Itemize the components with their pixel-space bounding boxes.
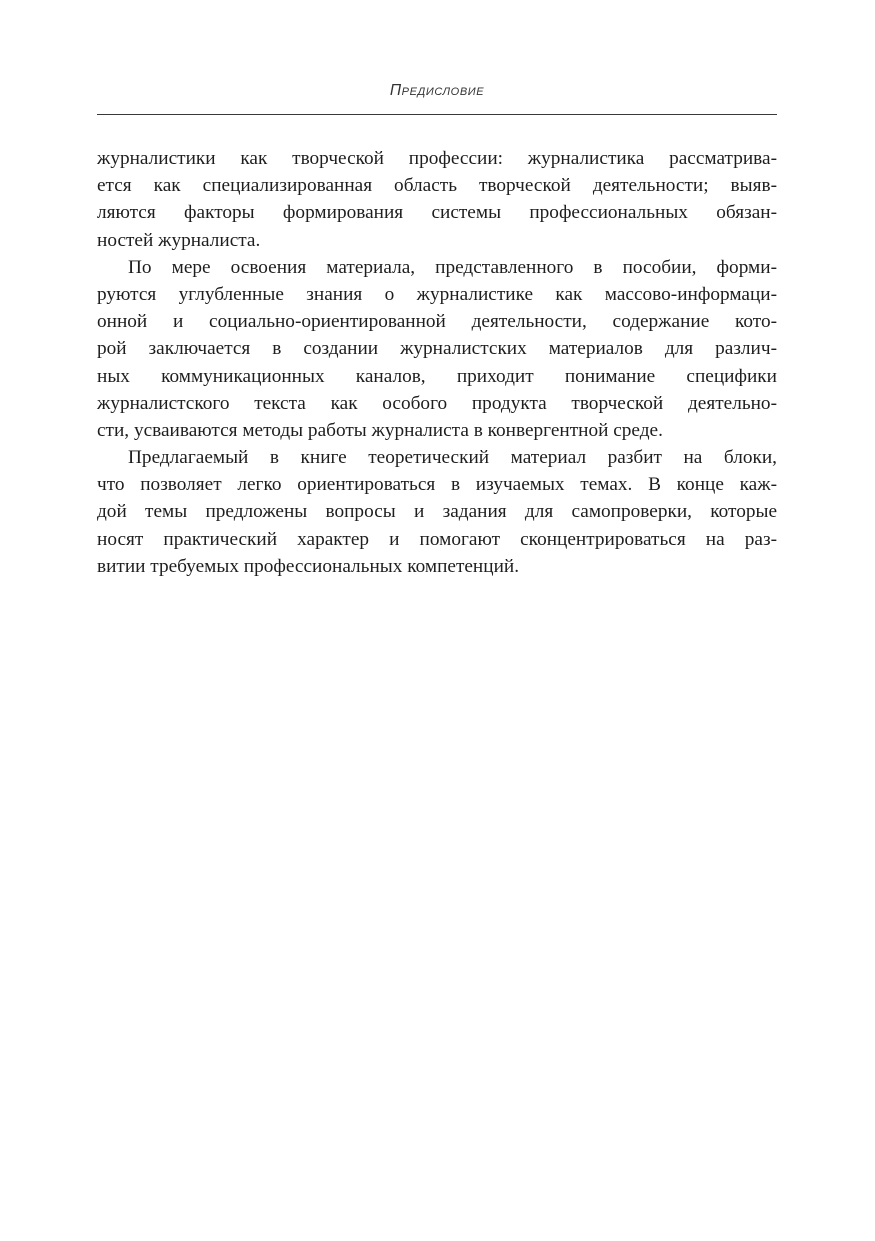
running-header-title: Предисловие [389,82,485,99]
paragraph-3-line-5: витии требуемых профессиональных компетенций. [97,555,520,577]
paragraph-3-line-1: Предлагаемый в книге теоретический материал разбит на блоки, [128,447,777,469]
paragraph-1-line-2: ется как специализированная область творческой деятельности; выяв- [97,175,777,197]
paragraph-2-line-3: онной и социально-ориентированной деятельности, содержание кото- [97,311,777,333]
header-rule [97,114,777,115]
paragraph-1-line-3: ляются факторы формирования системы профессиональных обязан- [97,202,777,224]
paragraph-1-line-4: ностей журналиста. [97,229,261,251]
body-text [97,145,777,580]
paragraph-2-line-1: По мере освоения материала, представленного в пособии, форми- [128,256,777,278]
paragraph-2-line-7: сти, усваиваются методы работы журналиста в конвергентной среде. [97,419,663,441]
paragraph-2-line-2: руются углубленные знания о журналистике как массово-информаци- [97,283,777,305]
paragraph-2-line-5: ных коммуникационных каналов, приходит понимание специфики [97,365,777,387]
paragraph-3-line-3: дой темы предложены вопросы и задания для самопроверки, которые [97,501,777,523]
paragraph-3-line-2: что позволяет легко ориентироваться в изучаемых темах. В конце каж- [97,474,777,496]
running-header [97,82,777,100]
paragraph-2-line-4: рой заключается в создании журналистских материалов для различ- [97,338,777,360]
paragraph-1-line-1: журналистики как творческой профессии: журналистика рассматрива- [97,148,777,169]
paragraph-2-line-6: журналистского текста как особого продукта творческой деятельно- [97,392,777,414]
paragraph-3-line-4: носят практический характер и помогают сконцентрироваться на раз- [97,528,777,550]
